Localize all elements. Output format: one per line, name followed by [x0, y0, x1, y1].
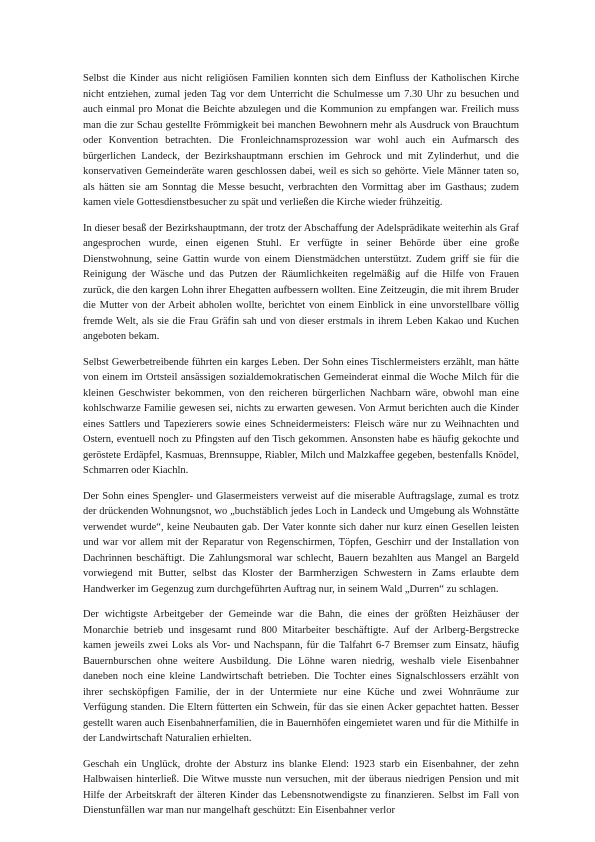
- document-page: [83, 71, 519, 829]
- paragraph-bahn: Der wichtigste Arbeitgeber der Gemeinde war die Bahn, die eines der größten Heizhäuser der Monarchie betrieb und insgesamt rund 800 Mitarbeiter beschäftigte. Auf der Arlberg-Bergstrecke kamen jeweils zwei Loks als Vor- und Nachspann, für die Talfahrt 6-7 Bremser zum Einsatz, häufig Bauernburschen ohne weitere Ausbildung. Die Löhne waren niedrig, weshalb viele Eisenbahner daneben noch eine kleine Landwirtschaft betrieben. Die Tochter eines Signalschlossers erzählt von ihrer sechsköpfigen Familie, der in der Untermiete nur eine Küche und zwei Wohnräume zur Verfügung standen. Die Eltern fütterten ein Schwein, für das sie einen Acker gepachtet hatten. Besser gestellt waren auch Eisenbahnerfamilien, die in Bauernhöfen eingemietet waren und für die Mithilfe in der Landwirtschaft Naturalien erhielten.: [83, 609, 519, 744]
- paragraph-unglueck: Geschah ein Unglück, drohte der Absturz ins blanke Elend: 1923 starb ein Eisenbahner, der zehn Halbwaisen hinterließ. Die Witwe musste nun versuchen, mit der überaus niedrigen Pension und mit Hilfe der Arbeitskraft der älteren Kinder das Lebensnotwendigste zu finanzieren. Selbst im Fall von Dienstunfällen war man nur mangelhaft geschützt: Ein Eisenbahner verlor: [83, 758, 519, 816]
- paragraph-church: Selbst die Kinder aus nicht religiösen Familien konnten sich dem Einfluss der Katholischen Kirche nicht entziehen, zumal jeden Tag vor dem Unterricht die Schulmesse um 7.30 Uhr zu besuchen und auch einmal pro Monat die Beichte abzulegen und die Kommunion zu empfangen war. Freilich muss man die zur Schau gestellte Frömmigkeit bei manchen Bewohnern mehr als Ausdruck von Brauchtum oder Konvention betrachten. Die Fronleichnamsprozession war wohl auch ein Aufmarsch des bürgerlichen Landeck, der Bezirkshauptmann erschien im Gehrock und mit Zylinderhut, und die konservativen Gemeinderäte waren geschlossen dabei, weil es sich so gehörte. Viele Männer taten so, als hätten sie am Sonntag die Messe besucht, verbrachten den Vormittag aber im Gasthaus; zudem kamen viele Gottesdienstbesucher zu spät und verließen die Kirche wieder frühzeitig.: [83, 73, 519, 208]
- paragraph-gewerbetreibende: Selbst Gewerbetreibende führten ein karges Leben. Der Sohn eines Tischlermeisters erzählt, man hätte von einem im Ortsteil ansässigen sozialdemokratischen Gemeinderat einmal die Woche Milch für die kleinen Geschwister bekommen, von den reicheren bürgerlichen Nachbarn wäre, obwohl man eine kohlschwarze Familie gewesen sei, nichts zu erwarten gewesen. Von Armut berichten auch die Kinder eines Sattlers und Tapezierers sowie eines Schneidermeisters: Fleisch wäre nur zu Weihnachten und Ostern, eventuell noch zu Pfingsten auf den Tisch gekommen. Ansonsten habe es häufig gekochte und geröstete Erdäpfel, Kasmuas, Brennsuppe, Riabler, Milch und Malzkaffee gegeben, bestenfalls Knödel, Schmarren oder Kiachln.: [83, 356, 519, 476]
- paragraph-bezirkshauptmann: In dieser besaß der Bezirkshauptmann, der trotz der Abschaffung der Adelsprädikate weiterhin als Graf angesprochen wurde, einen eigenen Stuhl. Er verfügte in seiner Behörde über eine große Dienstwohnung, seine Gattin wurde von einem Dienstmädchen unterstützt. Zudem griff sie für die Reinigung der Wäsche und das Putzen der Räumlichkeiten regelmäßig auf die Hilfe von Frauen zurück, die den kargen Lohn ihrer Ehegatten aufbessern wollten. Eine Zeitzeugin, die mit ihrem Bruder die Mutter von der Arbeit abholen wollte, berichtet von einem Einblick in eine unvorstellbare völlig fremde Welt, als sie die Frau Gräfin sah und von dieser erstmals in ihrem Leben Kakao und Kuchen angeboten bekam.: [83, 222, 519, 342]
- paragraph-spengler: Der Sohn eines Spengler- und Glasermeisters verweist auf die miserable Auftragslage, zumal es trotz der drückenden Wohnungsnot, wo „buchstäblich jedes Loch in Landeck und Umgebung als Wohnstätte verwendet wurde“, keine Neubauten gab. Der Vater konnte sich daher nur kurz einen Gesellen leisten und war vor allem mit der Reparatur von Regenschirmen, Töpfen, Geschirr und der Installation von Dachrinnen beschäftigt. Die Zahlungsmoral war schlecht, Bauern bezahlten aus Mangel an Bargeld vorwiegend mit Butter, selbst das Kloster der Barmherzigen Schwestern in Zams erlaubte dem Handwerker im Gegenzug zum durchgeführten Auftrag nur, in seinem Wald „Durren“ zu schlagen.: [83, 490, 519, 595]
